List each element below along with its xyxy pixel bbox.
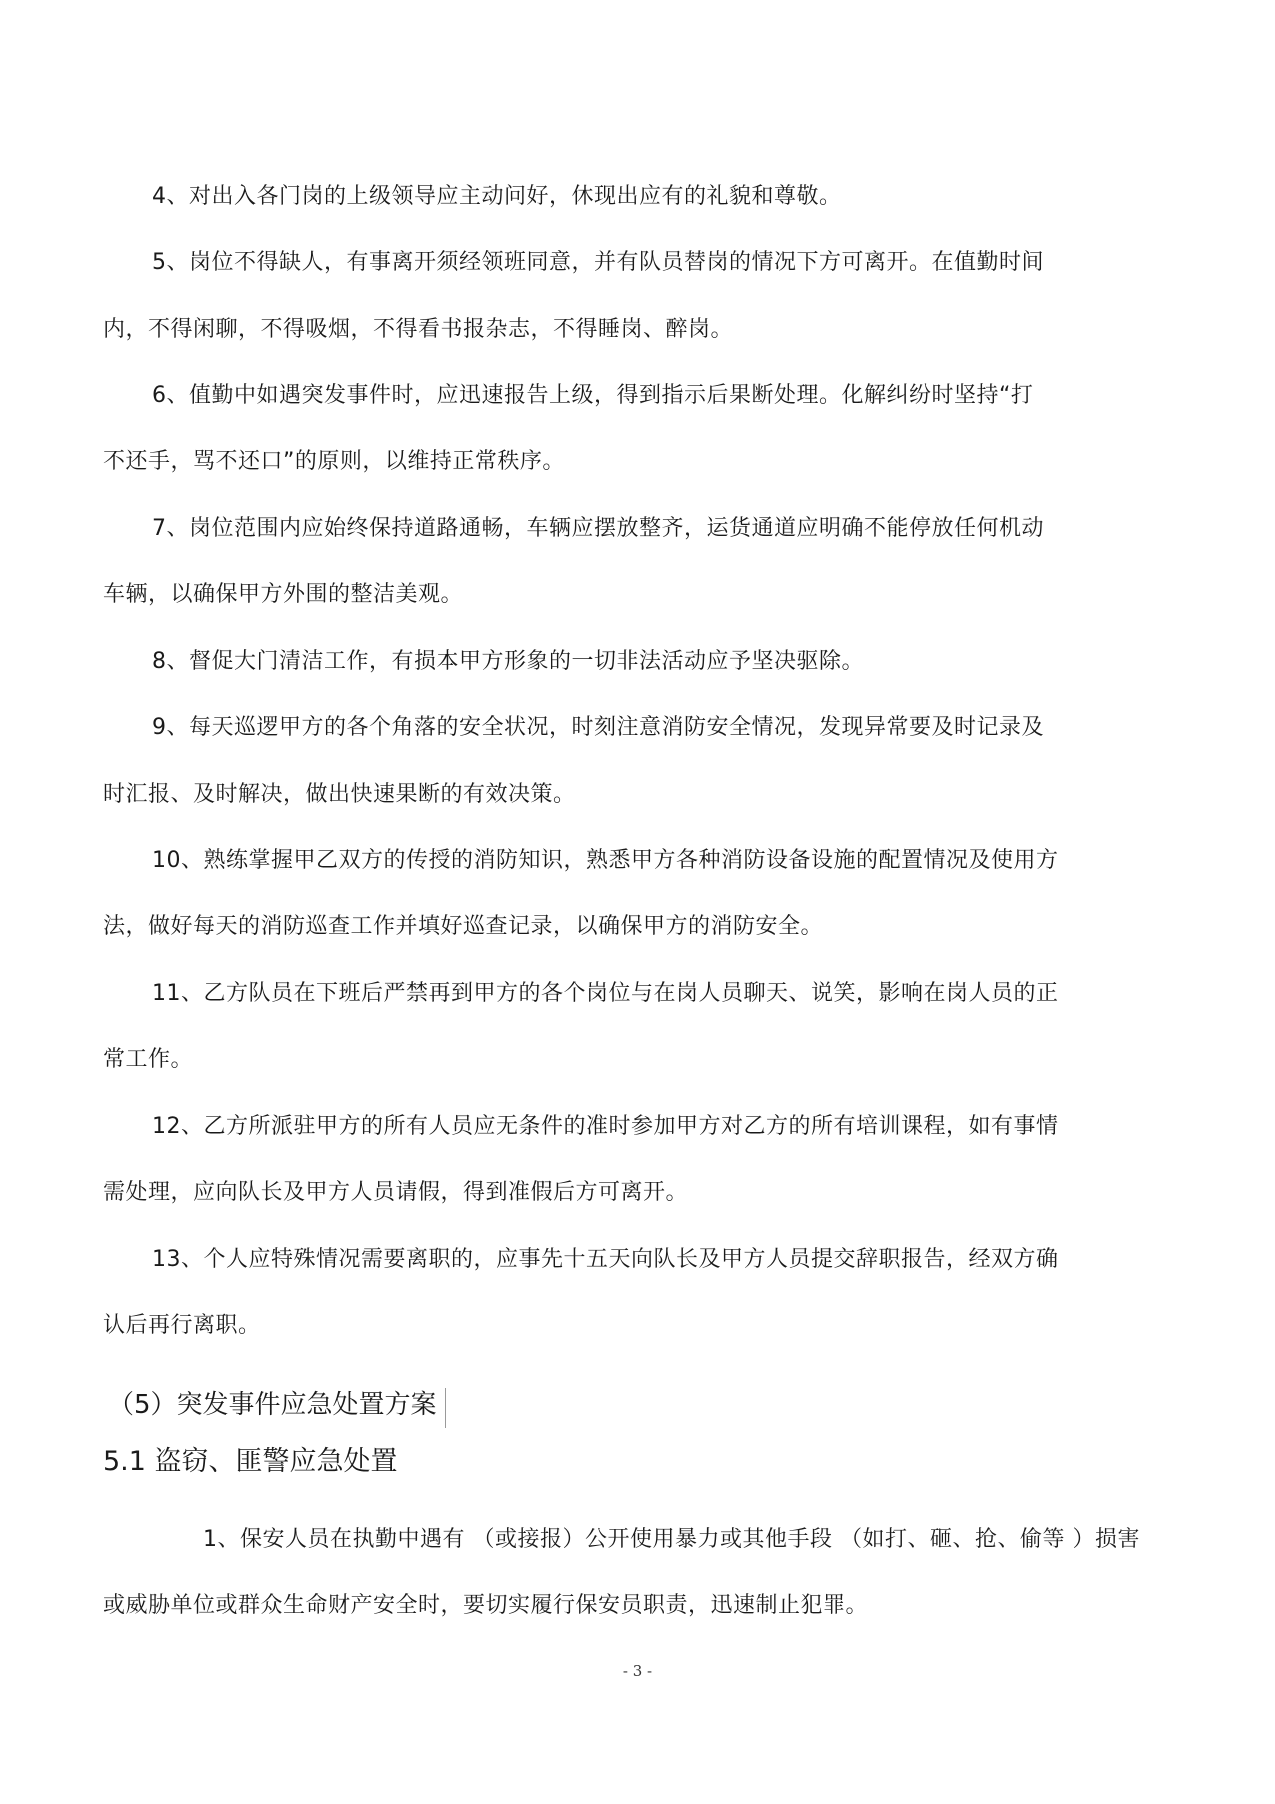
item-8-line-1: 8、督促大门清洁工作，有损本甲方形象的一切非法活动应予坚决驱除。 bbox=[152, 649, 864, 674]
item-13-line-2: 认后再行离职。 bbox=[103, 1313, 261, 1338]
item-6-line-1: 6、值勤中如遇突发事件时，应迅速报告上级，得到指示后果断处理。化解纠纷时坚持“打 bbox=[152, 383, 1034, 408]
item-7-line-1: 7、岗位范围内应始终保持道路通畅，车辆应摆放整齐，运货通道应明确不能停放任何机动 bbox=[152, 516, 1045, 541]
item-11-line-2: 常工作。 bbox=[103, 1047, 194, 1072]
section-heading: （5）突发事件应急处置方案 bbox=[108, 1388, 446, 1428]
sub-item-1-line-2: 或威胁单位或群众生命财产安全时，要切实履行保安员职责，迅速制止犯罪。 bbox=[103, 1593, 869, 1618]
item-12-line-1: 12、乙方所派驻甲方的所有人员应无条件的准时参加甲方对乙方的所有培训课程，如有事情 bbox=[152, 1114, 1059, 1139]
item-5-line-2: 内，不得闲聊，不得吸烟，不得看书报杂志，不得睡岗、醉岗。 bbox=[103, 317, 734, 342]
item-5-line-1: 5、岗位不得缺人，有事离开须经领班同意，并有队员替岗的情况下方可离开。在值勤时间 bbox=[152, 250, 1045, 275]
item-7-line-2: 车辆，以确保甲方外围的整洁美观。 bbox=[103, 582, 464, 607]
item-13-line-1: 13、个人应特殊情况需要离职的，应事先十五天向队长及甲方人员提交辞职报告，经双方确 bbox=[152, 1247, 1059, 1272]
item-6-line-2: 不还手，骂不还口”的原则，以维持正常秩序。 bbox=[103, 449, 565, 474]
item-12-line-2: 需处理，应向队长及甲方人员请假，得到准假后方可离开。 bbox=[103, 1180, 689, 1205]
page-number: - 3 - bbox=[622, 1662, 653, 1680]
sub-item-1-line-1: 1、保安人员在执勤中遇有 （或接报）公开使用暴力或其他手段 （如打、砸、抢、偷等 ）损害 bbox=[203, 1527, 1140, 1552]
item-9-line-1: 9、每天巡逻甲方的各个角落的安全状况，时刻注意消防安全情况，发现异常要及时记录及 bbox=[152, 715, 1045, 740]
item-9-line-2: 时汇报、及时解决，做出快速果断的有效决策。 bbox=[103, 782, 576, 807]
item-10-line-2: 法，做好每天的消防巡查工作并填好巡查记录，以确保甲方的消防安全。 bbox=[103, 914, 824, 939]
subsection-heading: 5.1 盗窃、匪警应急处置 bbox=[103, 1446, 398, 1477]
item-10-line-1: 10、熟练掌握甲乙双方的传授的消防知识，熟悉甲方各种消防设备设施的配置情况及使用方 bbox=[152, 848, 1059, 873]
item-4-line-1: 4、对出入各门岗的上级领导应主动问好，休现出应有的礼貌和尊敬。 bbox=[152, 184, 842, 209]
item-11-line-1: 11、乙方队员在下班后严禁再到甲方的各个岗位与在岗人员聊天、说笑，影响在岗人员的正 bbox=[152, 981, 1059, 1006]
